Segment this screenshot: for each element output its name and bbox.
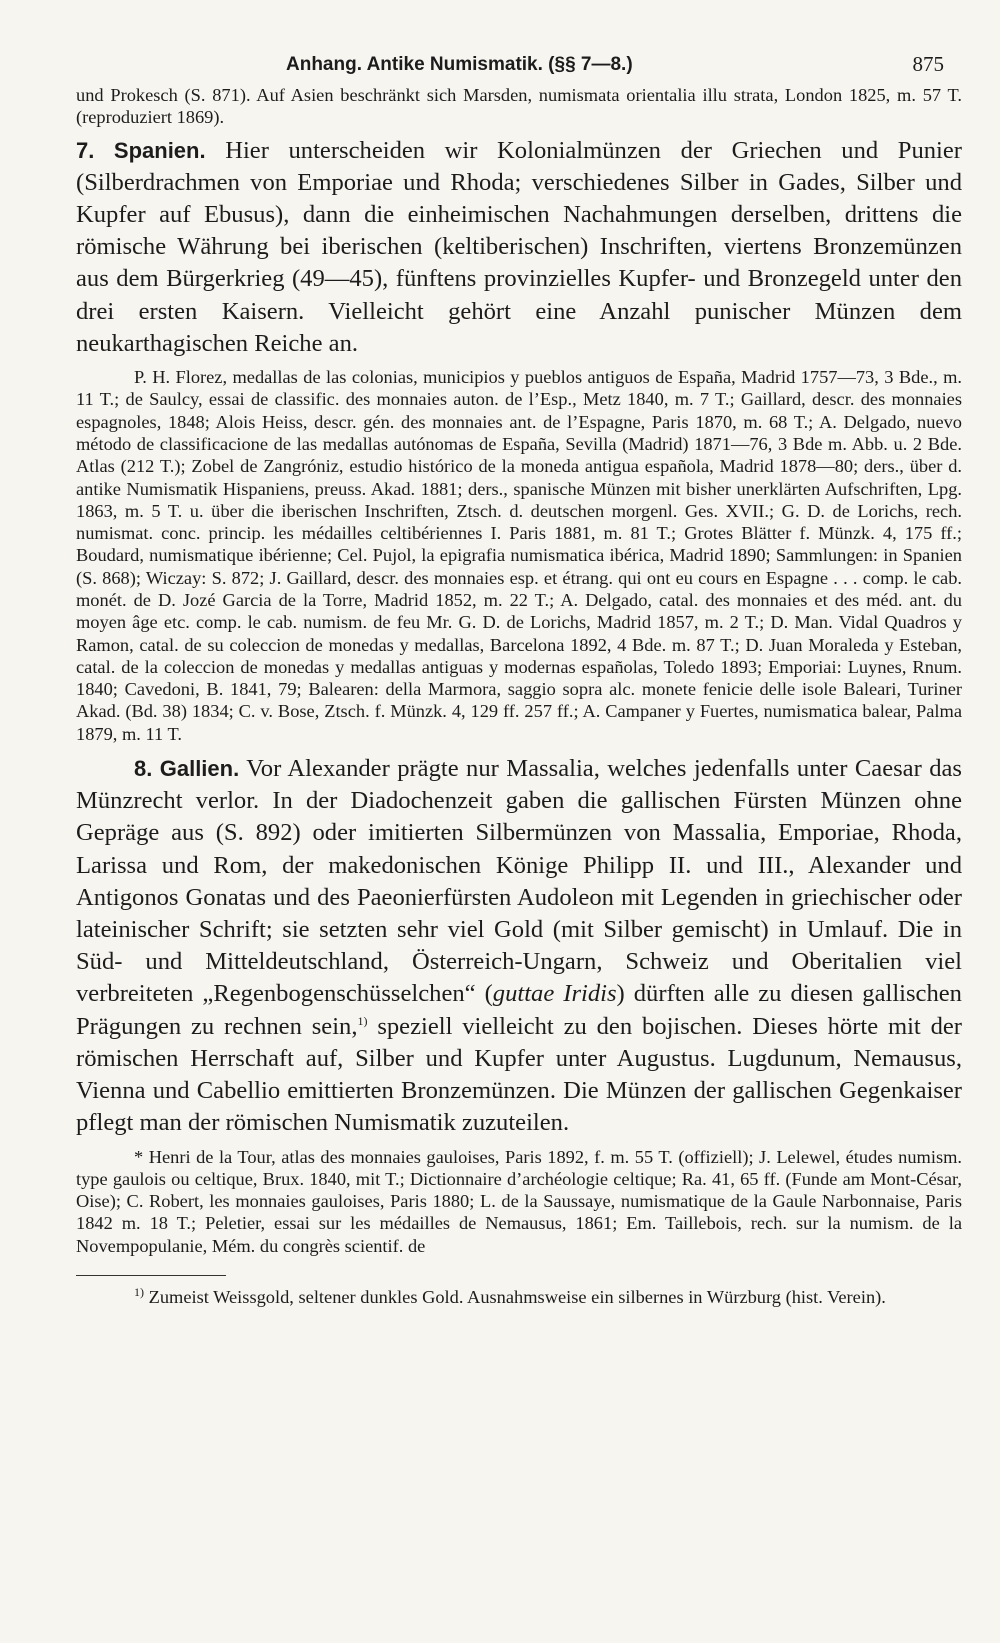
footnote-divider	[76, 1275, 226, 1276]
footnote-text: Zumeist Weissgold, seltener dunkles Gold. Ausnahmsweise ein silbernes in Würzburg (hist. Verein).	[144, 1286, 886, 1307]
running-head: Anhang. Antike Numismatik. (§§ 7—8.)	[286, 54, 633, 75]
page-header	[76, 40, 962, 84]
bibliography-gaul: * Henri de la Tour, atlas des monnaies gauloises, Paris 1892, f. m. 55 T. (offiziell); J. Lelewel, études numism. type gaulois ou celtique, Brux. 1840, mit T.; Dictionnaire d’archéologie celtique; Ra. 41, 65 ff. (Funde am Mont-César, Oise); C. Robert, les monnaies gauloises, Paris 1880; L. de la Saussaye, numismatique de la Gaule Narbonnaise, Paris 1842 m. 18 T.; Peletier, essai sur les médailles de Nemausus, 1861; Em. Taillebois, rech. sur la numism. de la Novempopulanie, Mém. du congrès scientif. de	[76, 1146, 962, 1256]
section-gaul	[76, 753, 962, 1139]
section-spain	[76, 135, 962, 360]
section-heading-gaul: 8. Gallien.	[134, 756, 240, 782]
gaul-italic-term: guttae Iridis	[492, 980, 617, 1008]
gaul-body-mid: ) dürften alle zu diesen gallischen Prägungen zu rechnen sein,	[76, 980, 962, 1040]
gaul-body-after: speziell vielleicht zu den bojischen. Dieses hörte mit der römischen Herrschaft auf, Silber und Kupfer unter Augustus. Lugdunum, Nemausus, Vienna und Cabellio emittierten Bronzemünzen. Die Münzen der gallischen Gegenkaiser pflegt man der römischen Numismatik zuzuteilen.	[76, 1012, 962, 1137]
intro-note: und Prokesch (S. 871). Auf Asien beschränkt sich Marsden, numismata orientalia illu strata, London 1825, m. 57 T. (reproduziert 1869).	[76, 85, 962, 128]
page-number: 875	[912, 52, 944, 76]
gaul-body-before: Vor Alexander prägte nur Massalia, welches jedenfalls unter Caesar das Münzrecht verlor. In der Diadochenzeit gaben die gallischen Fürsten Münzen ohne Gepräge aus (S. 892) oder imitierten Silbermünzen von Massalia, Emporiae, Rhoda, Larissa und Rom, der makedonischen Könige Philipp II. und III., Alexander und Antigonos Gonatas und des Paeonierfürsten Audoleon mit Legenden in griechischer oder lateinischer Schrift; sie setzten sehr viel Gold (mit Silber gemischt) in Umlauf. Die in Süd- und Mitteldeutschland, Österreich-Ungarn, Schweiz und Oberitalien viel verbreiteten „Regenbogenschüsselchen“ (	[76, 755, 962, 1008]
section-body-spain: Hier unterscheiden wir Kolonialmünzen der Griechen und Punier (Silberdrachmen von Emporiae und Rhoda; verschiedenes Silber in Gades, Silber und Kupfer auf Ebusus), dann die einheimischen Nachahmungen derselben, drittens die römische Währung bei iberischen (keltiberischen) Inschriften, viertens Bronzemünzen aus dem Bürgerkrieg (49—45), fünftens provinzielles Kupfer- und Bronzegeld unter den drei ersten Kaisern. Vielleicht gehört eine Anzahl punischer Münzen dem neukarthagischen Reiche an.	[76, 136, 962, 357]
section-heading-spain: 7. Spanien.	[76, 137, 206, 163]
footnote-reference: 1)	[357, 1013, 368, 1028]
footnote-marker: 1)	[134, 1284, 144, 1299]
footnote	[76, 1286, 962, 1309]
bibliography-spain: P. H. Florez, medallas de las colonias, municipios y pueblos antiguos de España, Madrid 1757—73, 3 Bde., m. 11 T.; de Saulcy, essai de classific. des monnaies auton. de l’Esp., Metz 1840, m. 7 T.; Gaillard, descr. des monnaies espagnoles, 1848; Alois Heiss, descr. gén. des monnaies ant. de l’Espagne, Paris 1870, m. 68 T.; A. Delgado, nuevo método de classificacione de las medallas autónomas de España, Sevilla (Madrid) 1871—76, 3 Bde m. Abb. u. 2 Bde. Atlas (212 T.); Zobel de Zangróniz, estudio histórico de la moneda antigua española, Madrid 1878—80; ders., über d. antike Numismatik Hispaniens, preuss. Akad. 1881; ders., spanische Münzen mit bisher unerklärten Aufschriften, Lpg. 1863, m. 5 T. u. über die iberischen Inschriften, Ztsch. d. deutschen morgenl. Ges. XVII.; G. D. de Lorichs, rech. numismat. conc. princip. les médailles celtibériennes I. Paris 1881, m. 81 T.; Grotes Blätter f. Münzk. 4, 175 ff.; Boudard, numismatique ibérienne; Cel. Pujol, la epigrafia numismatica ibérica, Madrid 1890; Sammlungen: in Spanien (S. 868); Wiczay: S. 872; J. Gaillard, descr. des monnaies esp. et étrang. qui ont eu cours en Espagne . . . comp. le cab. monét. de D. Jozé Garcia de la Torre, Madrid 1852, m. 22 T.; A. Delgado, catal. des monnaies et des méd. ant. du moyen âge etc. comp. le cab. numism. de feu Mr. G. D. de Lorichs, Madrid 1857, m. 2 T.; D. Man. Vidal Quadros y Ramon, catal. de su coleccion de monedas y medallas, Barcelona 1892, 4 Bde. m. 87 T.; D. Juan Moraleda y Esteban, catal. de la coleccion de monedas y medallas antiguas y modernas españolas, Toledo 1893; Emporiai: Luynes, Rnum. 1840; Cavedoni, B. 1841, 79; Balearen: della Marmora, saggio sopra alc. monete fenicie delle isole Baleari, Turiner Akad. (Bd. 38) 1834; C. v. Bose, Ztsch. f. Münzk. 4, 129 ff. 257 ff.; A. Campaner y Fuertes, numismatica balear, Palma 1879, m. 11 T.	[76, 367, 962, 744]
